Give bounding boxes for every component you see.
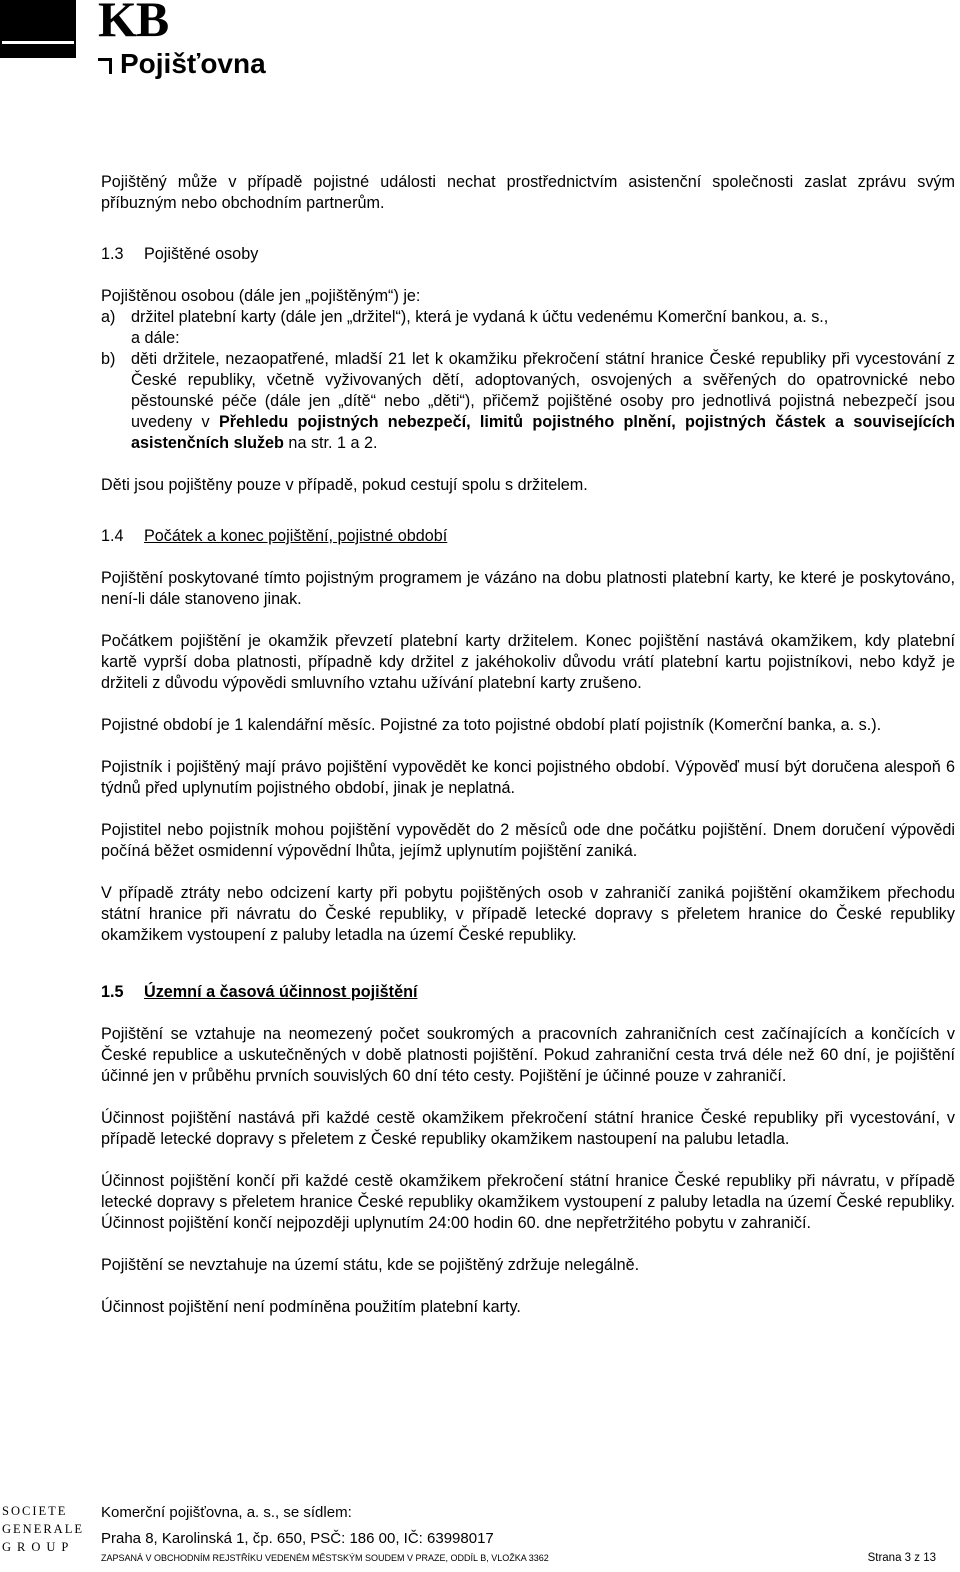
s15-paragraph-1: Pojištění se vztahuje na neomezený počet soukromých a pracovních zahraničních cest začínajících a končících v České republice a uskutečněných v době platnosti pojištění. Pokud zahraniční cesta trvá déle než 60 dní, je pojištění účinné jen v průběhu prvních souvislých 60 dní této cesty. Pojištění je účinné pouze v zahraničí. (101, 1025, 955, 1085)
logo-white-bar (2, 41, 74, 44)
societe-generale-logo-line2: GENERALE (2, 1522, 84, 1536)
list-a-continuation: a dále: (131, 329, 180, 347)
section-1-3-heading (101, 244, 955, 265)
footer-address: Praha 8, Karolinská 1, čp. 650, PSČ: 186 00, IČ: 63998017 (101, 1530, 494, 1547)
section-number: 1.3 (101, 245, 124, 263)
list-text (131, 349, 955, 454)
s14-paragraph-5: Pojistitel nebo pojistník mohou pojištění vypovědět do 2 měsíců ode dne počátku pojištění. Dnem doručení výpovědi počíná běžet osmidenní výpovědní lhůta, jejímž uplynutím pojištění zaniká. (101, 821, 955, 860)
intro-paragraph: Pojištěný může v případě pojistné události nechat prostřednictvím asistenční společnosti zaslat zprávu svým příbuzným nebo obchodním partnerům. (101, 173, 955, 212)
section-number: 1.5 (101, 983, 124, 1001)
logo-kb-text: KB (98, 0, 169, 47)
page-number: Strana 3 z 13 (867, 1552, 936, 1564)
s14-paragraph-3: Pojistné období je 1 kalendářní měsíc. Pojistné za toto pojistné období platí pojistník (Komerční banka, a. s.). (101, 716, 882, 734)
societe-generale-logo-line3: GROUP (2, 1540, 75, 1554)
section-title: Pojištěné osoby (144, 245, 259, 263)
logo-corner-mark (98, 58, 112, 74)
section-number: 1.4 (101, 527, 124, 545)
section-1-5-heading (101, 982, 955, 1003)
s14-paragraph-6: V případě ztráty nebo odcizení karty při pobytu pojištěných osob v zahraničí zaniká pojištění okamžikem přechodu státní hranice při návratu do České republiky, v případě letecké dopravy s přeletem hranice do České republiky okamžikem vystoupení z paluby letadla na území České republiky. (101, 884, 955, 944)
list-b-text-1: děti držitele, nezaopatřené, mladší 21 let k okamžiku překročení státní hranice České republiky při vycestování z České republiky, včetně vyživovaných dětí, adoptovaných, osvojených a svěřených do opatrovnické nebo pěstounské péče (dále jen „dítě“ nebo „děti“), přičemž pojištěné osoby pro jednotlivá pojistná nebezpečí jsou uvedeny v (131, 350, 955, 431)
s13-lead: Pojištěnou osobou (dále jen „pojištěným“) je: (101, 287, 421, 305)
s15-paragraph-2: Účinnost pojištění nastává při každé cestě okamžikem překročení státní hranice České republiky při vycestování, v případě letecké dopravy s přeletem z České republiky okamžikem nastoupení na palubu letadla. (101, 1109, 955, 1148)
s14-paragraph-1: Pojištění poskytované tímto pojistným programem je vázáno na dobu platnosti platební karty, ke které je poskytováno, není-li dále stanoveno jinak. (101, 569, 955, 608)
logo-black-square (0, 0, 76, 58)
logo-pojistovna-text: Pojišťovna (120, 48, 266, 79)
s15-paragraph-4: Pojištění se nevztahuje na území státu, kde se pojištěný zdržuje nelegálně. (101, 1256, 640, 1274)
list-label: a) (101, 308, 116, 326)
s13-children-note: Děti jsou pojištěny pouze v případě, pokud cestují spolu s držitelem. (101, 476, 588, 494)
footer-registry: ZAPSANÁ V OBCHODNÍM REJSTŘÍKU VEDENÉM MĚSTSKÝM SOUDEM V PRAZE, ODDÍL B, VLOŽKA 3362 (101, 1553, 549, 1563)
section-1-4-heading (101, 526, 955, 547)
s14-paragraph-2: Počátkem pojištění je okamžik převzetí platební karty držitelem. Konec pojištění nastává okamžikem, kdy platební kartě vyprší doba platnosti, případně kdy držitel z jakéhokoliv důvodu vrátí platební kartu pojistníkovi, nebo když je držiteli z důvodu výpovědi smluvního vztahu užívání platební karty zrušeno. (101, 632, 955, 692)
section-title: Územní a časová účinnost pojištění (144, 983, 418, 1001)
list-item-a (101, 307, 955, 328)
list-label: b) (101, 350, 116, 368)
s14-paragraph-4: Pojistník i pojištěný mají právo pojištění vypovědět ke konci pojistného období. Výpověď musí být doručena alespoň 6 týdnů před uplynutím pojistného období, jinak je neplatná. (101, 758, 955, 797)
s15-paragraph-5: Účinnost pojištění není podmíněna použitím platební karty. (101, 1298, 521, 1316)
footer-company: Komerční pojišťovna, a. s., se sídlem: (101, 1504, 352, 1521)
list-item-b (101, 349, 955, 454)
document-body (101, 172, 955, 1318)
list-b-text-2: na str. 1 a 2. (283, 434, 378, 452)
list-text: držitel platební karty (dále jen „držitel“), která je vydaná k účtu vedenému Komerční bankou, a. s., (131, 308, 829, 326)
societe-generale-logo-line1: SOCIETE (2, 1504, 68, 1518)
s15-paragraph-3: Účinnost pojištění končí při každé cestě okamžikem překročení státní hranice České republiky při návratu, v případě letecké dopravy s přeletem hranice České republiky okamžikem vystoupení z paluby letadla na území České republiky. Účinnost pojištění končí nejpozději uplynutím 24:00 hodin 60. dne nepřetržitého pobytu v zahraničí. (101, 1172, 955, 1232)
page-footer (0, 1500, 960, 1572)
section-title: Počátek a konec pojištění, pojistné období (144, 527, 448, 545)
list-b-bold-reference: Přehledu pojistných nebezpečí, limitů pojistného plnění, pojistných částek a souvisejících asistenčních služeb (131, 413, 956, 452)
